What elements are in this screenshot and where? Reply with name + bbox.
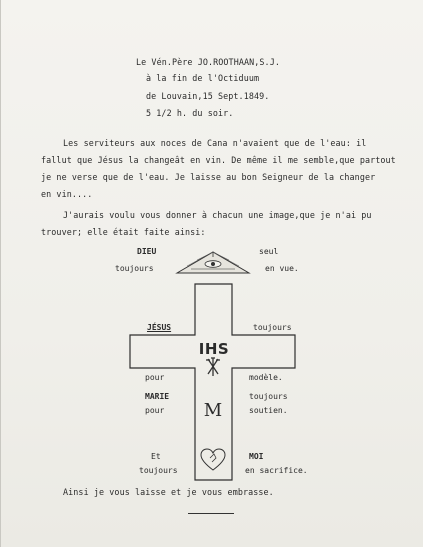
label-modele: modèle. <box>249 373 283 382</box>
closing-line: Ainsi je vous laisse et je vous embrasse. <box>63 487 274 497</box>
label-pour-2: pour <box>145 406 165 415</box>
label-toujours-3: toujours <box>249 392 288 401</box>
header-line-2: à la fin de l'Octiduum <box>146 73 260 83</box>
label-marie: MARIE <box>145 392 170 401</box>
paragraph-1-line-3: je ne verse que de l'eau. Je laisse au bon Seigneur de la changer <box>41 172 376 182</box>
signature-line <box>188 513 234 514</box>
label-et: Et <box>151 452 161 461</box>
label-soutien: soutien. <box>249 406 288 415</box>
paragraph-2-line-1: J'aurais voulu vous donner à chacun une image,que je n'ai pu <box>63 210 372 220</box>
label-jesus: JÉSUS <box>147 323 172 332</box>
paragraph-2-line-2: trouver; elle était faite ainsi: <box>41 227 206 237</box>
paragraph-1-line-2: fallut que Jésus la changeât en vin. De même il me semble,que partout <box>41 155 396 165</box>
paragraph-1-line-4: en vin.... <box>41 189 93 199</box>
ihs-monogram: IHS <box>198 340 230 358</box>
label-en-vue: en vue. <box>265 264 299 273</box>
label-toujours-2: toujours <box>253 323 292 332</box>
label-dieu: DIEU <box>137 247 157 256</box>
label-en-sacrifice: en sacrifice. <box>245 466 308 475</box>
nails-icon <box>206 358 220 376</box>
m-monogram: M <box>203 400 223 421</box>
label-toujours-4: toujours <box>139 466 178 475</box>
label-moi: MOI <box>249 452 264 461</box>
eye-of-providence-icon <box>177 252 249 273</box>
cross-image <box>1 0 423 547</box>
header-line-1: Le Vén.Père JO.ROOTHAAN,S.J. <box>136 57 280 67</box>
label-toujours-1: toujours <box>115 264 154 273</box>
label-seul: seul <box>259 247 279 256</box>
header-line-3: de Louvain,15 Sept.1849. <box>146 91 270 101</box>
paragraph-1-line-1: Les serviteurs aux noces de Cana n'avaient que de l'eau: il <box>63 138 367 148</box>
header-line-4: 5 1/2 h. du soir. <box>146 108 234 118</box>
label-pour-1: pour <box>145 373 165 382</box>
heart-icon <box>201 449 225 470</box>
